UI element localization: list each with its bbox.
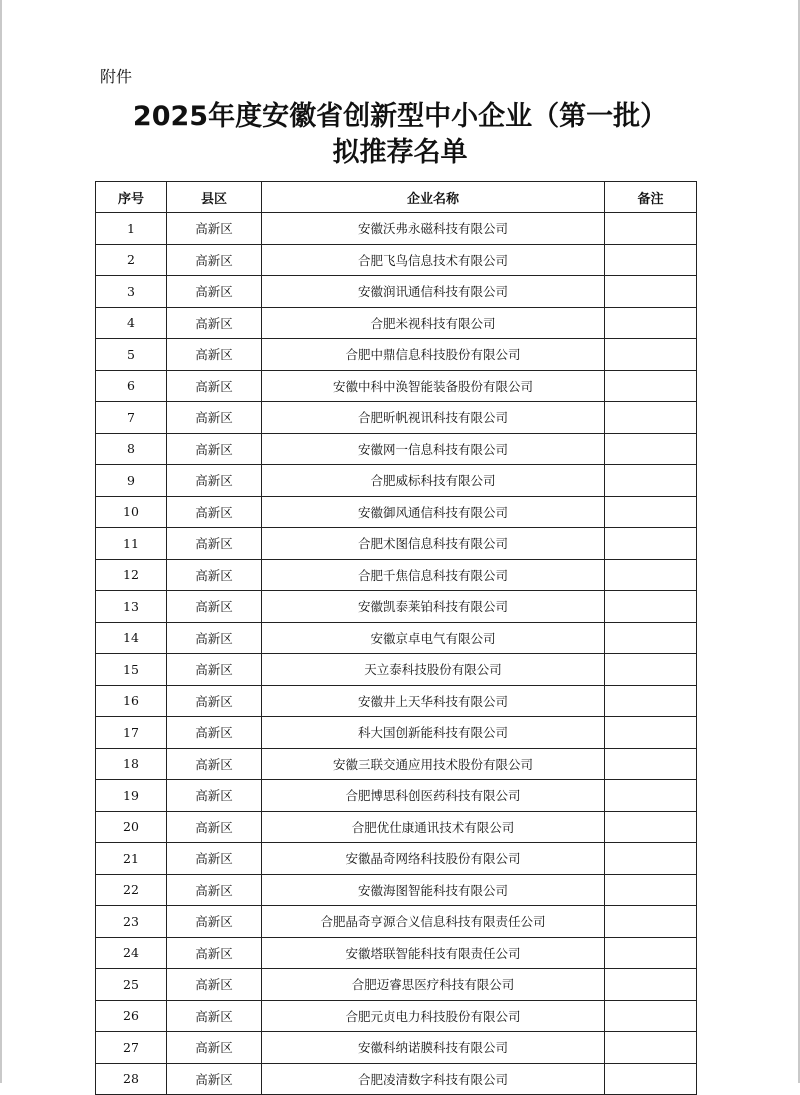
cell-serial-number: 1 [96,213,167,245]
table-row [96,780,697,812]
cell-district: 高新区 [167,906,262,938]
table-row [96,433,697,465]
cell-remarks [605,213,697,245]
cell-district: 高新区 [167,307,262,339]
cell-district: 高新区 [167,276,262,308]
cell-remarks [605,276,697,308]
table-row [96,370,697,402]
cell-serial-number: 25 [96,969,167,1001]
cell-district: 高新区 [167,1032,262,1064]
document-title-line-1: 2025年度安徽省创新型中小企业（第一批） [132,101,668,132]
cell-district: 高新区 [167,591,262,623]
cell-company-name: 合肥中鼎信息科技股份有限公司 [262,339,605,371]
cell-serial-number: 16 [96,685,167,717]
table-row [96,1032,697,1064]
table-row [96,843,697,875]
cell-remarks [605,969,697,1001]
table-row [96,906,697,938]
cell-remarks [605,811,697,843]
table-row [96,213,697,245]
cell-district: 高新区 [167,559,262,591]
cell-district: 高新区 [167,937,262,969]
cell-remarks [605,244,697,276]
cell-company-name: 安徽御风通信科技有限公司 [262,496,605,528]
cell-company-name: 安徽沃弗永磁科技有限公司 [262,213,605,245]
cell-remarks [605,1032,697,1064]
cell-remarks [605,1063,697,1095]
cell-remarks [605,654,697,686]
cell-serial-number: 18 [96,748,167,780]
table-row [96,528,697,560]
cell-serial-number: 6 [96,370,167,402]
cell-remarks [605,780,697,812]
cell-remarks [605,843,697,875]
cell-serial-number: 20 [96,811,167,843]
cell-remarks [605,370,697,402]
cell-company-name: 安徽晶奇网络科技股份有限公司 [262,843,605,875]
cell-serial-number: 27 [96,1032,167,1064]
cell-company-name: 安徽科纳诺膜科技有限公司 [262,1032,605,1064]
cell-serial-number: 12 [96,559,167,591]
cell-company-name: 合肥术图信息科技有限公司 [262,528,605,560]
table-row [96,1063,697,1095]
cell-remarks [605,496,697,528]
cell-company-name: 合肥元贞电力科技股份有限公司 [262,1000,605,1032]
document-title-line-2: 拟推荐名单 [332,137,468,168]
header-remarks: 备注 [605,182,697,213]
table-row [96,591,697,623]
cell-serial-number: 10 [96,496,167,528]
cell-remarks [605,717,697,749]
cell-remarks [605,591,697,623]
table-row [96,937,697,969]
cell-serial-number: 5 [96,339,167,371]
cell-remarks [605,528,697,560]
cell-district: 高新区 [167,748,262,780]
cell-district: 高新区 [167,244,262,276]
cell-remarks [605,874,697,906]
cell-remarks [605,622,697,654]
cell-district: 高新区 [167,1000,262,1032]
cell-company-name: 安徽京卓电气有限公司 [262,622,605,654]
table-row [96,559,697,591]
cell-company-name: 安徽润讯通信科技有限公司 [262,276,605,308]
cell-serial-number: 4 [96,307,167,339]
cell-remarks [605,339,697,371]
cell-district: 高新区 [167,433,262,465]
table-row [96,654,697,686]
cell-remarks [605,1000,697,1032]
cell-company-name: 安徽井上天华科技有限公司 [262,685,605,717]
header-serial-number: 序号 [96,182,167,213]
cell-company-name: 合肥昕帆视讯科技有限公司 [262,402,605,434]
cell-serial-number: 14 [96,622,167,654]
cell-district: 高新区 [167,339,262,371]
cell-district: 高新区 [167,496,262,528]
company-list-table [95,181,697,1095]
cell-company-name: 合肥博思科创医药科技有限公司 [262,780,605,812]
table-row [96,496,697,528]
cell-district: 高新区 [167,402,262,434]
cell-district: 高新区 [167,811,262,843]
table-row [96,685,697,717]
table-row [96,717,697,749]
cell-serial-number: 28 [96,1063,167,1095]
cell-district: 高新区 [167,1063,262,1095]
table-row [96,402,697,434]
cell-company-name: 合肥晶奇亨源合义信息科技有限责任公司 [262,906,605,938]
cell-serial-number: 23 [96,906,167,938]
table-body [96,213,697,1095]
table-row [96,244,697,276]
cell-company-name: 安徽中科中涣智能装备股份有限公司 [262,370,605,402]
cell-company-name: 安徽网一信息科技有限公司 [262,433,605,465]
table-row [96,307,697,339]
cell-serial-number: 2 [96,244,167,276]
attachment-label: 附件 [100,67,133,86]
cell-remarks [605,685,697,717]
table-row [96,874,697,906]
cell-remarks [605,433,697,465]
header-district: 县区 [167,182,262,213]
cell-company-name: 合肥优仕康通讯技术有限公司 [262,811,605,843]
table-row [96,969,697,1001]
cell-serial-number: 8 [96,433,167,465]
cell-serial-number: 17 [96,717,167,749]
table-row [96,339,697,371]
cell-remarks [605,402,697,434]
table-row [96,622,697,654]
cell-company-name: 合肥迈睿思医疗科技有限公司 [262,969,605,1001]
cell-district: 高新区 [167,528,262,560]
cell-serial-number: 24 [96,937,167,969]
cell-remarks [605,748,697,780]
cell-serial-number: 13 [96,591,167,623]
table-header-row [96,182,697,213]
table-row [96,276,697,308]
cell-remarks [605,906,697,938]
cell-district: 高新区 [167,685,262,717]
table-row [96,811,697,843]
cell-company-name: 合肥千焦信息科技有限公司 [262,559,605,591]
cell-company-name: 安徽塔联智能科技有限责任公司 [262,937,605,969]
cell-serial-number: 19 [96,780,167,812]
cell-company-name: 合肥米视科技有限公司 [262,307,605,339]
cell-remarks [605,307,697,339]
cell-remarks [605,937,697,969]
cell-company-name: 天立泰科技股份有限公司 [262,654,605,686]
cell-serial-number: 11 [96,528,167,560]
cell-company-name: 安徽海图智能科技有限公司 [262,874,605,906]
cell-serial-number: 22 [96,874,167,906]
cell-serial-number: 21 [96,843,167,875]
table-row [96,465,697,497]
cell-district: 高新区 [167,843,262,875]
cell-company-name: 科大国创新能科技有限公司 [262,717,605,749]
cell-remarks [605,465,697,497]
cell-district: 高新区 [167,717,262,749]
cell-serial-number: 15 [96,654,167,686]
cell-district: 高新区 [167,370,262,402]
cell-district: 高新区 [167,874,262,906]
cell-district: 高新区 [167,969,262,1001]
table-row [96,748,697,780]
cell-remarks [605,559,697,591]
cell-district: 高新区 [167,213,262,245]
cell-district: 高新区 [167,622,262,654]
cell-serial-number: 9 [96,465,167,497]
cell-district: 高新区 [167,780,262,812]
cell-serial-number: 26 [96,1000,167,1032]
cell-company-name: 合肥飞鸟信息技术有限公司 [262,244,605,276]
cell-district: 高新区 [167,654,262,686]
cell-company-name: 安徽凯泰莱铂科技有限公司 [262,591,605,623]
cell-company-name: 安徽三联交通应用技术股份有限公司 [262,748,605,780]
table-row [96,1000,697,1032]
cell-serial-number: 3 [96,276,167,308]
cell-company-name: 合肥威标科技有限公司 [262,465,605,497]
header-company-name: 企业名称 [262,182,605,213]
cell-serial-number: 7 [96,402,167,434]
cell-company-name: 合肥凌清数字科技有限公司 [262,1063,605,1095]
cell-district: 高新区 [167,465,262,497]
